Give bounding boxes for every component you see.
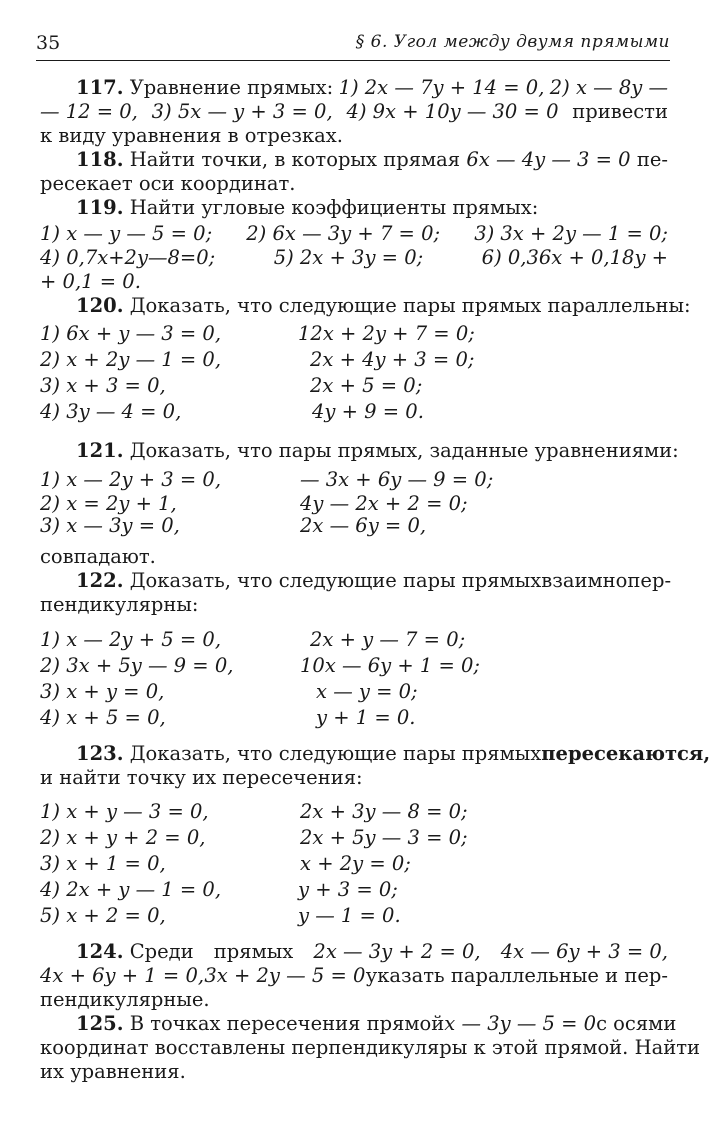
problem-119-line-3: + 0,1 = 0. (40, 270, 141, 293)
equation: 4) 9x + 10y — 30 = 0 (346, 100, 559, 123)
problem-number: 123. (76, 742, 124, 765)
text: прямых (213, 940, 294, 963)
equation: 12x + 2y + 7 = 0; (298, 322, 475, 345)
equation: 2x + 4y + 3 = 0; (310, 348, 475, 371)
text: Доказать, что пары прямых, заданные уравнениями: (129, 439, 679, 462)
problem-118-line-1 (40, 148, 668, 172)
equation: 10x — 6y + 1 = 0; (300, 654, 480, 677)
problem-121-tail: совпадают. (40, 545, 156, 568)
equation: x + 2y = 0; (300, 852, 411, 875)
text: пе- (636, 148, 668, 171)
text: указать параллельные и пер- (365, 964, 668, 987)
problem-124-line-2 (40, 964, 668, 988)
equation: y — 1 = 0. (298, 904, 401, 927)
equation: 2) x + 2y — 1 = 0, (40, 348, 222, 371)
text: взаимно (541, 569, 628, 592)
equation: 1) 6x + y — 3 = 0, (40, 322, 222, 345)
problem-125-line-3: их уравнения. (40, 1060, 186, 1083)
equation: 2) x + y + 2 = 0, (40, 826, 206, 849)
equation: 2) x — 8y — (549, 76, 668, 99)
problem-124-line-1 (40, 940, 668, 964)
equation: 2x + 5y — 3 = 0; (300, 826, 468, 849)
equation: 6x — 4y — 3 = 0 (466, 148, 631, 171)
text: В точках пересечения прямой (129, 1012, 445, 1035)
equation: 3) x + 1 = 0, (40, 852, 166, 875)
problem-124-line-3: пендикулярные. (40, 988, 210, 1011)
problem-117-line-1 (40, 76, 668, 100)
equation: 4) 2x + y — 1 = 0, (40, 878, 222, 901)
equation: 4y + 9 = 0. (312, 400, 424, 423)
problem-120-title (76, 294, 691, 318)
equation: 3) x + 3 = 0, (40, 374, 166, 397)
problem-number: 120. (76, 294, 124, 317)
equation: 2x + 3y — 8 = 0; (300, 800, 468, 823)
equation: — 3x + 6y — 9 = 0; (300, 468, 494, 491)
equation: 1) x — y — 5 = 0; (40, 222, 213, 245)
equation: 2) 3x + 5y — 9 = 0, (40, 654, 234, 677)
problem-number: 124. (76, 940, 124, 963)
text: Доказать, что следующие пары прямых (129, 569, 542, 592)
equation: 5) x + 2 = 0, (40, 904, 166, 927)
text: с осями (596, 1012, 677, 1035)
problem-123-line-2: и найти точку их пересечения: (40, 766, 363, 789)
problem-122-line-2: пендикулярны: (40, 593, 199, 616)
page-number: 35 (36, 32, 61, 54)
equation: x — y = 0; (316, 680, 418, 703)
problem-125-line-2: координат восставлены перпендикуляры к этой прямой. Найти (40, 1036, 700, 1059)
equation: 1) 2x — 7y + 14 = 0, (338, 76, 545, 99)
equation: 2x + y — 7 = 0; (310, 628, 466, 651)
text: привести (572, 100, 668, 123)
text: Найти угловые коэффициенты прямых: (129, 196, 539, 219)
equation: — 12 = 0, (40, 100, 138, 123)
problem-number: 117. (76, 76, 124, 99)
equation: 4x + 6y + 1 = 0, (40, 964, 205, 987)
text: Среди (129, 940, 194, 963)
problem-119-line-2 (40, 246, 668, 270)
equation: y + 3 = 0; (298, 878, 398, 901)
problem-number: 121. (76, 439, 124, 462)
equation: 1) x — 2y + 5 = 0, (40, 628, 222, 651)
problem-number: 119. (76, 196, 124, 219)
problem-119-title (76, 196, 538, 220)
equation: 3) 3x + 2y — 1 = 0; (474, 222, 668, 245)
problem-number: 125. (76, 1012, 124, 1035)
problem-117-line-3: к виду уравнения в отрезках. (40, 124, 344, 147)
equation: 3) x + y = 0, (40, 680, 165, 703)
running-title: § 6. Угол между двумя прямыми (355, 32, 670, 52)
equation: 4) 3y — 4 = 0, (40, 400, 182, 423)
problem-number: 118. (76, 148, 124, 171)
text: Уравнение прямых: (129, 76, 334, 99)
equation: x — 3y — 5 = 0 (444, 1012, 597, 1035)
text: пер- (627, 569, 672, 592)
equation: 1) x + y — 3 = 0, (40, 800, 209, 823)
equation: 2x — 6y = 0, (300, 514, 427, 537)
problem-123-line-1 (40, 742, 710, 766)
equation: 4x — 6y + 3 = 0, (500, 940, 668, 963)
equation: 1) x — 2y + 3 = 0, (40, 468, 222, 491)
text: Найти точки, в которых (129, 148, 377, 171)
problem-number: 122. (76, 569, 124, 592)
equation: 3x + 2y — 5 = 0 (204, 964, 366, 987)
equation: 3) 5x — y + 3 = 0, (151, 100, 333, 123)
equation: y + 1 = 0. (316, 706, 416, 729)
problem-121-title (76, 439, 679, 463)
equation: 4) 0,7x+2y—8=0; (40, 246, 216, 269)
equation: 3) x — 3y = 0, (40, 514, 180, 537)
text: Доказать, что следующие пары прямых (129, 742, 542, 765)
equation: 2x — 3y + 2 = 0, (313, 940, 481, 963)
problem-122-line-1 (40, 569, 672, 593)
problem-117-line-2 (40, 100, 668, 124)
text: Доказать, что следующие пары прямых параллельны: (129, 294, 691, 317)
problem-118-line-2: ресекает оси координат. (40, 172, 296, 195)
page-header (36, 30, 670, 61)
equation: 5) 2x + 3y = 0; (273, 246, 424, 269)
equation: 6) 0,36x + 0,18y + (481, 246, 668, 269)
text: прямая (383, 148, 461, 171)
equation: 2x + 5 = 0; (310, 374, 423, 397)
equation: 2) x = 2y + 1, (40, 492, 177, 515)
problem-125-line-1 (40, 1012, 677, 1036)
equation: 4) x + 5 = 0, (40, 706, 166, 729)
equation: 2) 6x — 3y + 7 = 0; (246, 222, 441, 245)
problem-119-line-1 (40, 222, 668, 246)
equation: 4y — 2x + 2 = 0; (300, 492, 468, 515)
text: пересекаются, (541, 742, 710, 765)
